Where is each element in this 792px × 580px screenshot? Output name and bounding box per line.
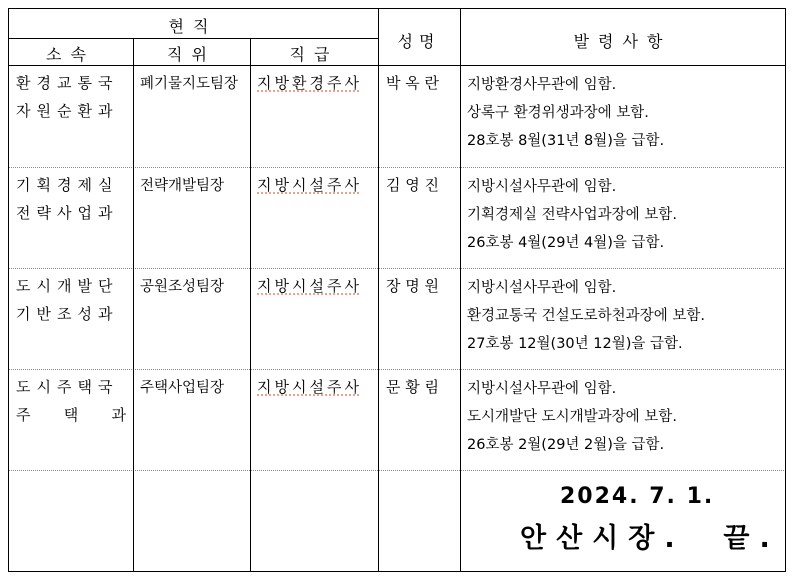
row-affiliation-line: 환경교통국 — [16, 74, 119, 92]
table-right-border — [785, 8, 786, 572]
table-top-border — [8, 8, 786, 9]
header-name: 성명 — [397, 32, 441, 51]
header-current-post: 현직 — [168, 17, 218, 36]
row-affiliation-line: 전략사업과 — [16, 204, 119, 222]
issue-date: 2024. 7. 1. — [560, 484, 715, 509]
row-divider — [8, 369, 786, 370]
row-grade: 지방시설주사 — [257, 378, 362, 396]
row-grade: 지방시설주사 — [257, 277, 362, 295]
row-divider — [8, 167, 786, 168]
row-position: 주택사업팀장 — [140, 380, 225, 396]
row-grade: 지방환경주사 — [257, 74, 362, 92]
row-order-line: 28호봉 8월(31년 8월)을 급함. — [467, 133, 665, 149]
column-divider — [133, 38, 134, 572]
header-order: 발령사항 — [573, 32, 672, 51]
header-affiliation: 소속 — [46, 45, 95, 64]
row-affiliation-char: 과 — [111, 406, 126, 424]
row-order-line: 기획경제실 전략사업과장에 보함. — [467, 207, 677, 223]
header-grade: 직급 — [289, 45, 339, 64]
header-divider — [8, 38, 378, 39]
row-order-line: 상록구 환경위생과장에 보함. — [467, 105, 649, 121]
row-affiliation-line: 기반조성과 — [16, 305, 119, 323]
header-position: 직위 — [167, 45, 216, 64]
row-position: 공원조성팀장 — [140, 279, 225, 295]
row-order-line: 26호봉 4월(29년 4월)을 급함. — [467, 235, 665, 251]
row-order-line: 27호봉 12월(30년 12월)을 급함. — [467, 336, 683, 352]
personnel-order-table — [8, 8, 786, 572]
row-affiliation-line: 도시주택국 — [16, 378, 119, 396]
row-position: 폐기물지도팀장 — [140, 76, 239, 92]
row-order-line: 지방시설사무관에 임함. — [467, 381, 617, 397]
row-order-line: 지방시설사무관에 임함. — [467, 280, 617, 296]
row-grade: 지방시설주사 — [257, 176, 362, 194]
row-order-line: 26호봉 2월(29년 2월)을 급함. — [467, 437, 665, 453]
row-divider — [8, 470, 786, 471]
row-divider — [8, 268, 786, 269]
row-affiliation-line-spread — [16, 404, 126, 425]
row-affiliation-line: 도시개발단 — [16, 277, 119, 295]
row-affiliation-char: 주 — [16, 406, 31, 424]
row-position: 전략개발팀장 — [140, 178, 225, 194]
column-divider — [378, 8, 379, 572]
header-bottom-border — [8, 65, 786, 66]
row-affiliation-char: 택 — [63, 406, 79, 424]
row-order-line: 도시개발단 도시개발과장에 보함. — [467, 409, 677, 425]
row-affiliation-line: 자원순환과 — [16, 102, 119, 120]
row-order-line: 환경교통국 건설도로하천과장에 보함. — [467, 308, 705, 324]
column-divider — [250, 38, 251, 572]
row-affiliation-line: 기획경제실 — [16, 176, 119, 194]
row-name: 박 옥 란 — [386, 74, 440, 92]
row-order-line: 지방환경사무관에 임함. — [467, 77, 617, 93]
column-divider — [460, 8, 461, 572]
table-bottom-border — [8, 571, 786, 572]
issuer-signature: 안산시장. 끝. — [520, 523, 780, 554]
row-name: 김 영 진 — [386, 176, 440, 194]
row-order-line: 지방시설사무관에 임함. — [467, 179, 617, 195]
row-name: 문 황 림 — [386, 378, 440, 396]
table-left-border — [8, 8, 9, 572]
row-name: 장 명 원 — [386, 277, 440, 295]
